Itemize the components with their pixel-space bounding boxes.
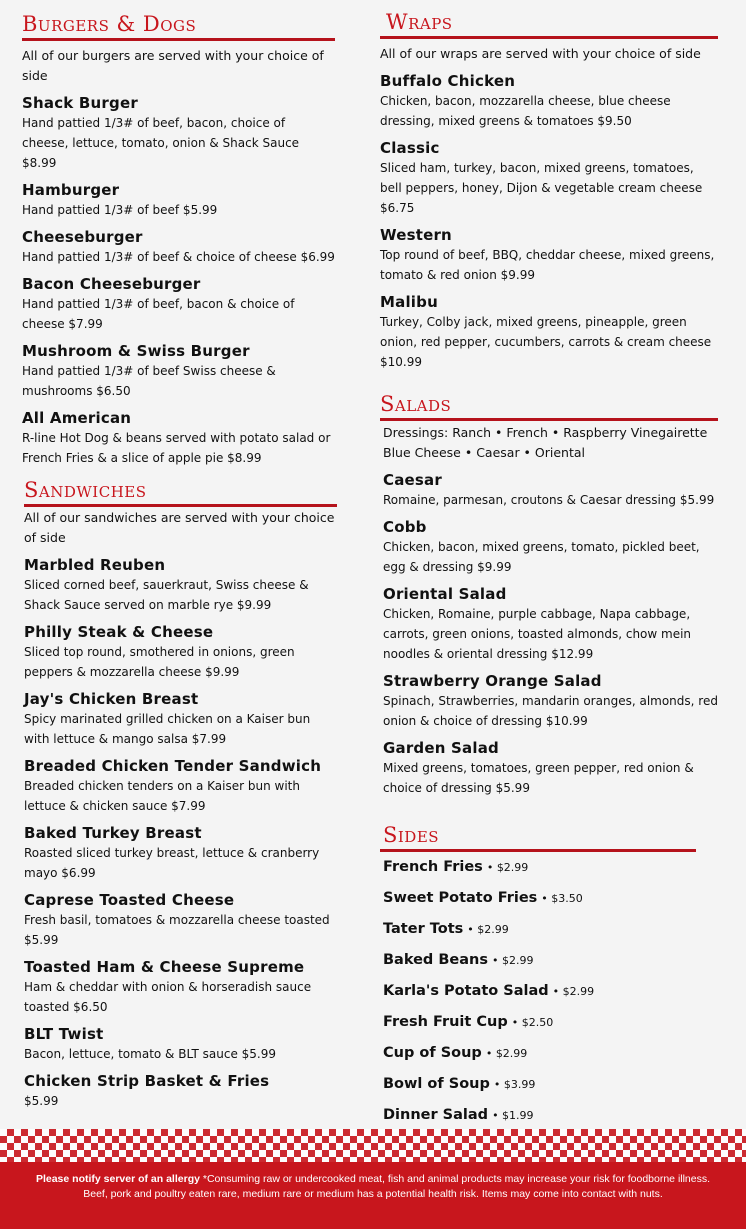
menu-item-description: Turkey, Colby jack, mixed greens, pineapple, green onion, red pepper, cucumbers, carrots & cream cheese $10.99	[380, 315, 712, 369]
menu-item-description: Hand pattied 1/3# of beef, bacon, choice of cheese, lettuce, tomato, onion & Shack Sauce $8.99	[22, 116, 300, 170]
menu-item-name: Malibu	[380, 293, 438, 311]
side-item-name: Fresh Fruit Cup	[383, 1014, 508, 1030]
footer-line-2: Beef, pork and poultry eaten rare, medium rare or medium has a potential health risk. Items may come into contact with nuts.	[83, 1188, 663, 1200]
menu-item-name: Breaded Chicken Tender Sandwich	[24, 757, 322, 775]
side-item-price: • $2.99	[491, 954, 534, 967]
wraps-list	[380, 71, 718, 372]
menu-item	[22, 93, 335, 173]
side-item	[383, 1038, 696, 1069]
menu-item-description: Roasted sliced turkey breast, lettuce & cranberry mayo $6.99	[24, 846, 320, 880]
menu-item-name: Shack Burger	[22, 94, 138, 112]
menu-item	[22, 180, 335, 220]
side-item	[383, 1100, 696, 1131]
sandwiches-title: Sandwiches	[24, 478, 147, 502]
salads-title: Salads	[380, 392, 452, 416]
menu-item-description: Bacon, lettuce, tomato & BLT sauce $5.99	[24, 1047, 276, 1061]
menu-item	[380, 71, 718, 131]
side-item-price: • $3.99	[493, 1078, 536, 1091]
burgers-title: Burgers & Dogs	[22, 12, 197, 36]
menu-item	[380, 292, 718, 372]
allergy-footer	[0, 1162, 746, 1229]
salads-list	[380, 470, 718, 798]
menu-item	[22, 227, 335, 267]
menu-item-description: Sliced corned beef, sauerkraut, Swiss cheese & Shack Sauce served on marble rye $9.99	[24, 578, 309, 612]
side-item-price: • $2.99	[467, 923, 509, 936]
side-item-price: • $2.99	[486, 861, 529, 874]
menu-item	[24, 1071, 337, 1111]
menu-item	[24, 1024, 337, 1064]
menu-item	[24, 756, 337, 816]
menu-item	[383, 738, 718, 798]
side-item-name: Bowl of Soup	[383, 1076, 490, 1092]
burgers-intro: All of our burgers are served with your choice of side	[22, 48, 324, 83]
menu-item	[24, 957, 337, 1017]
menu-item-name: Jay's Chicken Breast	[24, 690, 199, 708]
menu-item-name: Chicken Strip Basket & Fries	[24, 1072, 270, 1090]
wraps-rule	[380, 36, 718, 39]
menu-item-name: Classic	[380, 139, 440, 157]
side-item-name: Sweet Potato Fries	[383, 890, 538, 906]
side-item	[383, 976, 696, 1007]
menu-item-description: Chicken, bacon, mixed greens, tomato, pickled beet, egg & dressing $9.99	[383, 540, 700, 574]
side-item-price: • $2.50	[511, 1016, 554, 1029]
burgers-rule	[22, 38, 335, 41]
menu-item-description: Chicken, bacon, mozzarella cheese, blue cheese dressing, mixed greens & tomatoes $9.50	[380, 94, 671, 128]
menu-item-name: Marbled Reuben	[24, 556, 166, 574]
menu-item-description: Spinach, Strawberries, mandarin oranges, almonds, red onion & choice of dressing $10.99	[383, 694, 718, 728]
footer-consumption-warning: *Consuming raw or undercooked meat, fish and animal products may increase your risk for foodborne illness.	[199, 1173, 711, 1185]
salads-dressings-2: Blue Cheese • Caesar • Oriental	[383, 445, 585, 460]
menu-item-description: Chicken, Romaine, purple cabbage, Napa cabbage, carrots, green onions, toasted almonds, chow mein noodles & oriental dressing $12.99	[383, 607, 692, 661]
menu-item	[22, 274, 335, 334]
menu-item-description: Sliced top round, smothered in onions, green peppers & mozzarella cheese $9.99	[24, 645, 295, 679]
salads-section	[380, 392, 718, 798]
menu-item-description: Top round of beef, BBQ, cheddar cheese, mixed greens, tomato & red onion $9.99	[380, 248, 715, 282]
side-item-name: Karla's Potato Salad	[383, 983, 549, 999]
sandwiches-rule	[24, 504, 337, 507]
menu-item	[24, 555, 337, 615]
menu-item-description: Ham & cheddar with onion & horseradish sauce toasted $6.50	[24, 980, 312, 1014]
menu-item-name: Cobb	[383, 518, 427, 536]
menu-item	[22, 408, 335, 468]
menu-item	[380, 225, 718, 285]
menu-item	[383, 517, 718, 577]
menu-item-name: Buffalo Chicken	[380, 72, 516, 90]
footer-allergy-notice: Please notify server of an allergy	[35, 1173, 200, 1185]
menu-item	[24, 890, 337, 950]
sides-title: Sides	[383, 823, 440, 847]
menu-item-name: Baked Turkey Breast	[24, 824, 202, 842]
side-item-name: French Fries	[383, 859, 483, 875]
menu-item-name: Caesar	[383, 471, 442, 489]
menu-item-name: Bacon Cheeseburger	[22, 275, 201, 293]
side-item-name: Dinner Salad	[383, 1107, 489, 1123]
menu-item-description: Fresh basil, tomatoes & mozzarella cheese toasted $5.99	[24, 913, 330, 947]
menu-item-name: Toasted Ham & Cheese Supreme	[24, 958, 305, 976]
sides-section	[380, 823, 696, 1131]
side-item-price: • $2.99	[552, 985, 595, 998]
footer-line-1	[0, 1172, 746, 1187]
side-item-name: Tater Tots	[383, 921, 464, 937]
menu-item-name: Western	[380, 226, 452, 244]
menu-item	[24, 689, 337, 749]
side-item	[383, 914, 696, 945]
menu-item-name: Hamburger	[22, 181, 120, 199]
side-item	[383, 945, 696, 976]
menu-item-name: Cheeseburger	[22, 228, 143, 246]
salads-dressings-1: Dressings: Ranch • French • Raspberry Vinegairette	[383, 425, 708, 440]
menu-item-description: Breaded chicken tenders on a Kaiser bun with lettuce & chicken sauce $7.99	[24, 779, 300, 813]
menu-item-name: Garden Salad	[383, 739, 499, 757]
side-item-price: • $3.50	[541, 892, 583, 905]
menu-item	[380, 138, 718, 218]
wraps-section	[380, 10, 718, 372]
burgers-section	[22, 12, 335, 468]
side-item-name: Baked Beans	[383, 952, 488, 968]
menu-item-description: Romaine, parmesan, croutons & Caesar dressing $5.99	[383, 493, 715, 507]
side-item	[383, 883, 696, 914]
menu-item	[24, 823, 337, 883]
menu-item-description: R-line Hot Dog & beans served with potato salad or French Fries & a slice of apple pie $8.99	[22, 431, 331, 465]
menu-item	[383, 470, 718, 510]
menu-item-name: Mushroom & Swiss Burger	[22, 342, 250, 360]
side-item-name: Cup of Soup	[383, 1045, 482, 1061]
side-item-price: • $1.99	[492, 1109, 534, 1122]
salads-rule	[380, 418, 718, 421]
sides-list	[380, 852, 696, 1131]
sandwiches-section	[24, 478, 337, 1111]
burgers-list	[22, 93, 335, 468]
side-item	[383, 852, 696, 883]
menu-item-description: Hand pattied 1/3# of beef & choice of cheese $6.99	[22, 250, 335, 264]
menu-item-description: $5.99	[24, 1094, 59, 1108]
side-item	[383, 1069, 696, 1100]
menu-item	[24, 622, 337, 682]
wraps-intro: All of our wraps are served with your choice of side	[380, 46, 701, 61]
sandwiches-list	[24, 555, 337, 1111]
menu-item	[22, 341, 335, 401]
menu-item-description: Hand pattied 1/3# of beef, bacon & choice of cheese $7.99	[22, 297, 295, 331]
menu-item-name: Philly Steak & Cheese	[24, 623, 214, 641]
wraps-title: Wraps	[386, 10, 453, 34]
menu-item-name: BLT Twist	[24, 1025, 104, 1043]
menu-item-description: Hand pattied 1/3# of beef $5.99	[22, 203, 218, 217]
checkered-border	[0, 1129, 746, 1162]
menu-item-name: All American	[22, 409, 132, 427]
side-item-price: • $2.99	[485, 1047, 528, 1060]
menu-item-description: Mixed greens, tomatoes, green pepper, red onion & choice of dressing $5.99	[383, 761, 694, 795]
menu-item-description: Spicy marinated grilled chicken on a Kaiser bun with lettuce & mango salsa $7.99	[24, 712, 311, 746]
sandwiches-intro: All of our sandwiches are served with your choice of side	[24, 510, 335, 545]
menu-item	[383, 584, 718, 664]
menu-item-name: Caprese Toasted Cheese	[24, 891, 235, 909]
menu-item-name: Strawberry Orange Salad	[383, 672, 602, 690]
menu-item-description: Hand pattied 1/3# of beef Swiss cheese & mushrooms $6.50	[22, 364, 276, 398]
side-item	[383, 1007, 696, 1038]
menu-item-name: Oriental Salad	[383, 585, 507, 603]
menu-item-description: Sliced ham, turkey, bacon, mixed greens, tomatoes, bell peppers, honey, Dijon & vegetable cream cheese $6.75	[380, 161, 703, 215]
menu-item	[383, 671, 718, 731]
